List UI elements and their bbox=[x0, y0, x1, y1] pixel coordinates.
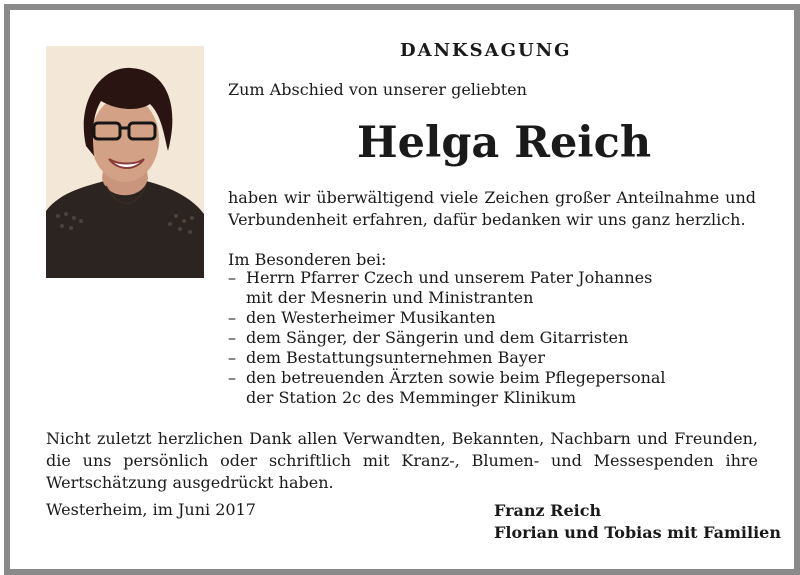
thanks-item: – den betreuenden Ärzten sowie beim Pflegepersonal der Station 2c des Memminger Klinikum bbox=[228, 368, 666, 408]
signature-line-1: Franz Reich bbox=[494, 501, 602, 520]
special-thanks-list bbox=[228, 268, 666, 408]
intro-text: Zum Abschied von unserer geliebten bbox=[228, 80, 527, 99]
thanks-item: – den Westerheimer Musikanten bbox=[228, 308, 666, 328]
special-thanks-heading: Im Besonderen bei: bbox=[228, 250, 387, 269]
signature-line-2: Florian und Tobias mit Familien bbox=[494, 523, 781, 542]
thanks-item: – dem Bestattungsunternehmen Bayer bbox=[228, 348, 666, 368]
thanks-item: – dem Sänger, der Sängerin und dem Gitarristen bbox=[228, 328, 666, 348]
place-date: Westerheim, im Juni 2017 bbox=[46, 500, 256, 519]
closing-paragraph: Nicht zuletzt herzlichen Dank allen Verwandten, Bekannten, Nachbarn und Freunden, die uns persönlich oder schriftlich mit Kranz-, Blumen- und Messespenden ihre Wertschätzung ausgedrückt haben. bbox=[46, 429, 758, 492]
portrait-photo bbox=[46, 46, 204, 278]
thanks-item: – Herrn Pfarrer Czech und unserem Pater Johannes mit der Mesnerin und Ministranten bbox=[228, 268, 666, 308]
thanks-paragraph: haben wir überwältigend viele Zeichen großer Anteilnahme und Verbundenheit erfahren, dafür bedanken wir uns ganz herzlich. bbox=[228, 188, 756, 229]
deceased-name: Helga Reich bbox=[357, 118, 652, 168]
notice-title: DANKSAGUNG bbox=[400, 40, 572, 61]
portrait-illustration bbox=[46, 46, 204, 278]
signature-block bbox=[494, 500, 781, 544]
